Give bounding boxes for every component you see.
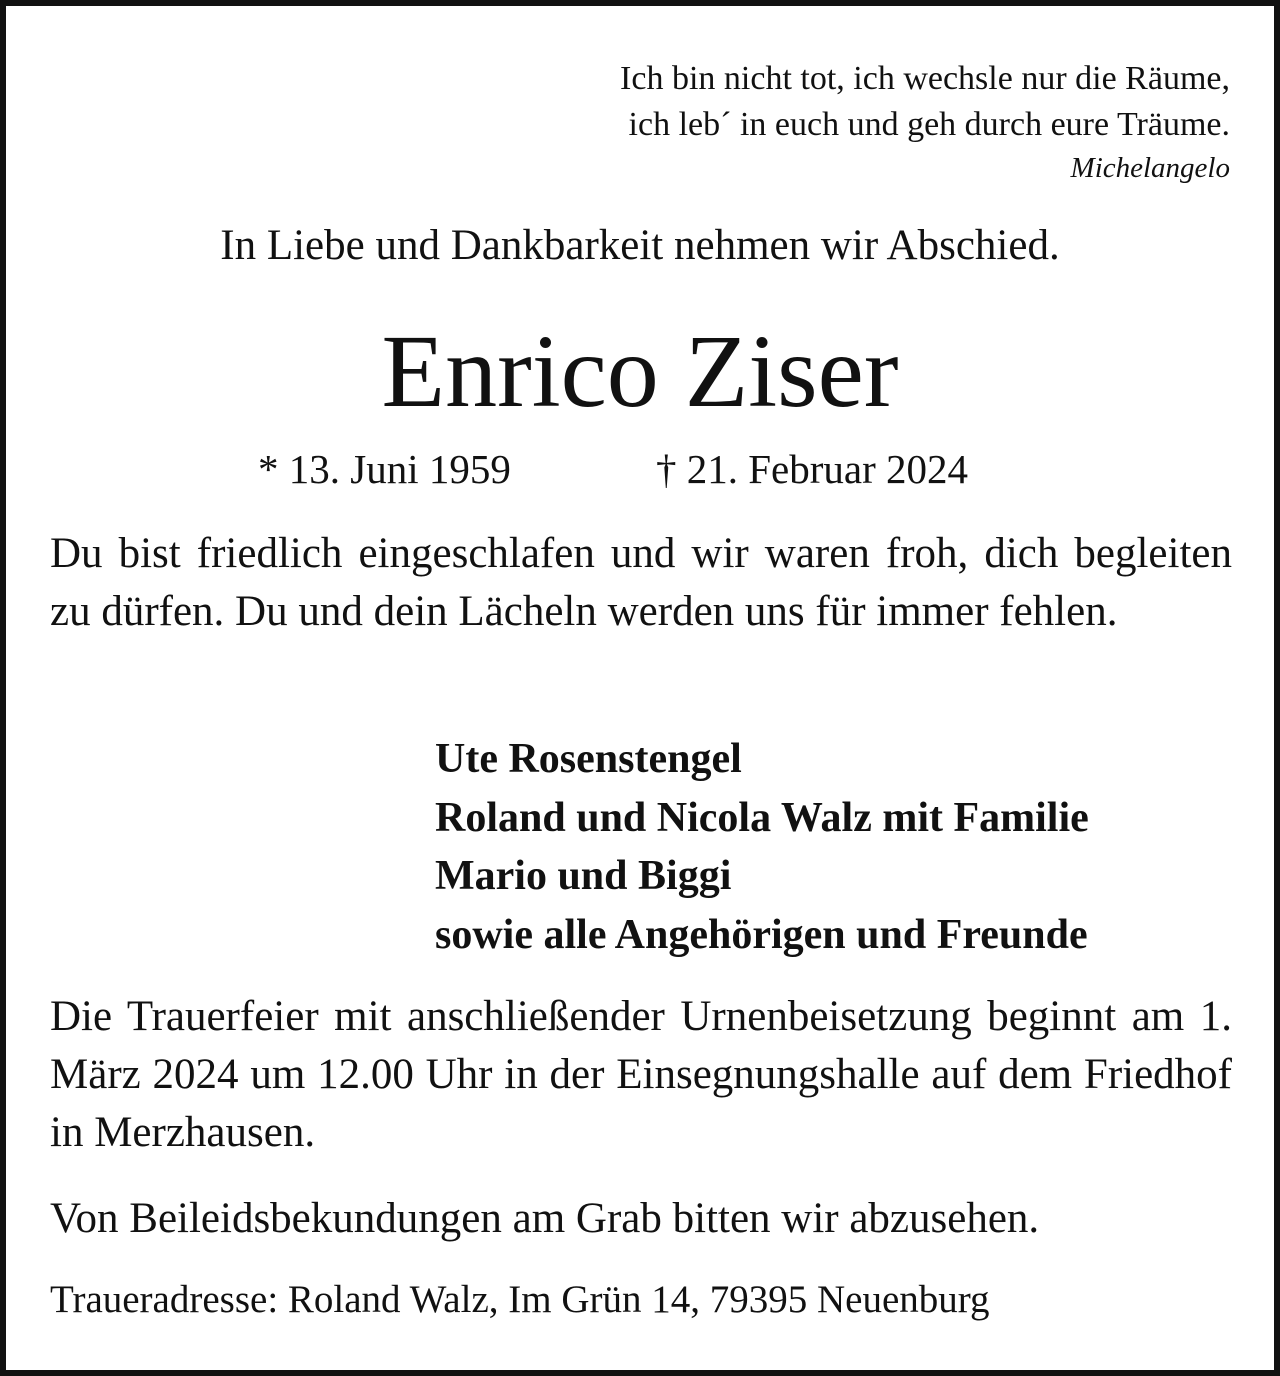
mourning-address: Traueradresse: Roland Walz, Im Grün 14, 79395 Neuenburg — [50, 1278, 990, 1321]
quote-line-1: Ich bin nicht tot, ich wechsle nur die Räume, — [620, 60, 1230, 97]
ceremony-paragraph: Die Trauerfeier mit anschließender Urnenbeisetzung beginnt am 1. März 2024 um 12.00 Uhr in der Einsegnungshalle auf dem Friedhof in Merzhausen. — [50, 993, 1232, 1156]
farewell-intro: In Liebe und Dankbarkeit nehmen wir Abschied. — [220, 222, 1060, 269]
mourner-entry: Mario und Biggi — [435, 853, 732, 899]
birth-date: * 13. Juni 1959 — [258, 446, 511, 492]
mourner-entry: Roland und Nicola Walz mit Familie — [435, 794, 1089, 841]
mourner-entry: sowie alle Angehörigen und Freunde — [435, 911, 1088, 958]
quote-line-2: ich leb´ in euch und geh durch eure Träume. — [628, 106, 1230, 143]
quote-block — [620, 56, 1230, 188]
mourners-list — [435, 730, 1089, 964]
mourner-entry: Ute Rosenstengel — [435, 736, 742, 782]
condolence-note: Von Beileidsbekundungen am Grab bitten wir abzusehen. — [50, 1195, 1040, 1242]
quote-author: Michelangelo — [1070, 152, 1230, 184]
death-date: † 21. Februar 2024 — [656, 446, 969, 492]
farewell-paragraph: Du bist friedlich eingeschlafen und wir waren froh, dich begleiten zu dürfen. Du und dein Lächeln werden uns für immer fehlen. — [50, 530, 1232, 635]
deceased-name: Enrico Ziser — [381, 314, 899, 429]
